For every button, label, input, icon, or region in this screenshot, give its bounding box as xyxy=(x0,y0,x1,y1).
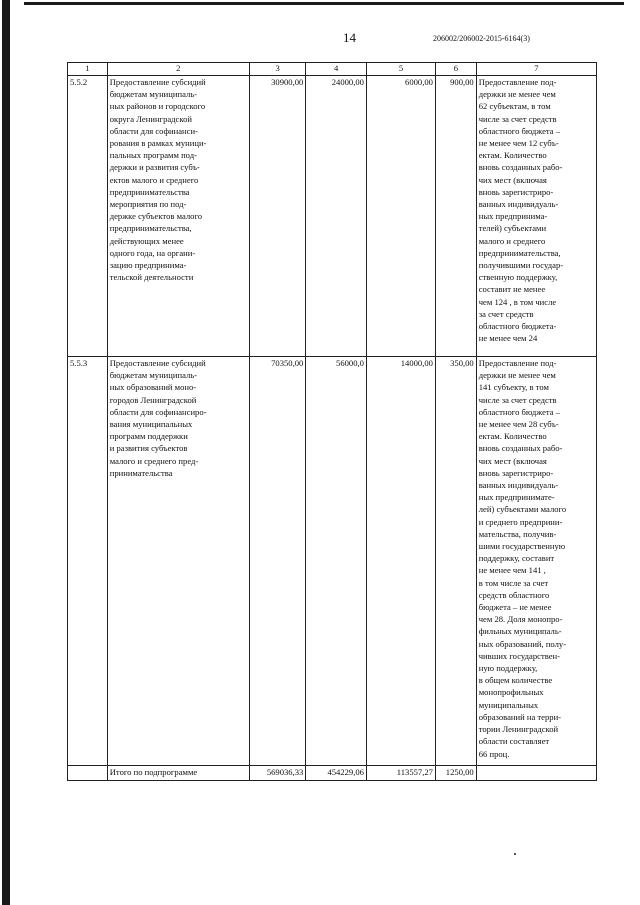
text-line: предпринимательства xyxy=(109,186,190,197)
text-line: лей) субъектами малого xyxy=(478,504,567,515)
row-description xyxy=(107,76,249,357)
document-code: 206002/206002-2015-6164(3) xyxy=(433,34,530,43)
grand-regional-amount: 454229,06 xyxy=(306,766,367,781)
column-header-1: 1 xyxy=(68,63,108,76)
text-line: вновь созданных рабо- xyxy=(478,443,563,454)
other-amount: 350,00 xyxy=(435,357,476,766)
regional-amount: 56000,0 xyxy=(306,357,367,766)
text-line: области для софинансиро- xyxy=(109,406,207,417)
table-row xyxy=(68,76,597,357)
text-line: за счет средств xyxy=(478,308,534,319)
text-line: ных районов и городского xyxy=(109,101,206,112)
text-line: Предоставление под- xyxy=(478,358,557,368)
text-line: программ поддержки xyxy=(109,431,188,442)
total-row-label: Итого по подпрограмме xyxy=(107,766,249,781)
text-line: чих мест (включая xyxy=(478,174,547,185)
text-line: тельской деятельности xyxy=(109,272,194,283)
text-line: числе за счет средств xyxy=(478,394,557,405)
text-line: городов Ленинградской xyxy=(109,394,197,405)
text-line: составит не менее xyxy=(478,284,546,295)
column-header-7: 7 xyxy=(476,63,596,76)
text-line: предпринимательства, xyxy=(109,223,192,234)
text-line: бюджета – не менее xyxy=(478,602,552,613)
text-line: зацию предпринима- xyxy=(109,260,187,271)
table-row xyxy=(68,357,597,766)
text-line: не менее чем 28 субъ- xyxy=(478,419,559,430)
text-line: области для софинанси- xyxy=(109,125,198,136)
text-line: чем 124 , в том числе xyxy=(478,296,557,307)
text-line: не менее чем 12 субъ- xyxy=(478,138,559,149)
grand-other-amount: 1250,00 xyxy=(435,766,476,781)
text-line: ванных индивидуаль- xyxy=(478,480,559,491)
text-line: областного бюджета- xyxy=(478,321,557,332)
text-line: монопрофильных xyxy=(478,687,544,698)
total-amount: 30900,00 xyxy=(249,76,305,357)
text-line: тории Ленинградской xyxy=(478,724,559,735)
text-line: вновь зарегистриро- xyxy=(478,186,554,197)
column-header-2: 2 xyxy=(107,63,249,76)
federal-amount: 6000,00 xyxy=(366,76,435,357)
text-line: бюджетам муниципаль- xyxy=(109,370,198,381)
text-line: держки не менее чем xyxy=(478,370,556,381)
total-row-indicator xyxy=(476,766,596,781)
text-line: в том числе за счет xyxy=(478,577,549,588)
text-line: малого и среднего xyxy=(478,235,546,246)
text-line: мательства, получив- xyxy=(478,528,557,539)
text-line: принимательства xyxy=(109,467,173,478)
text-line: областного бюджета – xyxy=(478,406,561,417)
text-line: области составляет xyxy=(478,736,550,747)
text-line: мероприятия по под- xyxy=(109,199,187,210)
total-row xyxy=(68,766,597,781)
text-line: действующих менее xyxy=(109,235,184,246)
text-line: чем 28. Доля монопро- xyxy=(478,614,563,625)
column-header-3: 3 xyxy=(249,63,305,76)
text-line: чивших государствен- xyxy=(478,650,560,661)
total-amount: 70350,00 xyxy=(249,357,305,766)
scan-edge-bar xyxy=(2,0,10,905)
text-line: ектам. Количество xyxy=(478,150,547,161)
text-line: вновь созданных рабо- xyxy=(478,162,563,173)
text-line: бюджетам муниципаль- xyxy=(109,89,198,100)
page-number: 14 xyxy=(343,30,356,45)
text-line: ных образований, полу- xyxy=(478,638,567,649)
column-header-6: 6 xyxy=(435,63,476,76)
text-line: держке субъектов малого xyxy=(109,211,203,222)
text-line: ных предпринимате- xyxy=(478,492,555,503)
text-line: вновь зарегистриро- xyxy=(478,467,554,478)
scan-speck xyxy=(514,853,516,855)
column-header-4: 4 xyxy=(306,63,367,76)
text-line: держки и развития субъ- xyxy=(109,162,200,173)
row-indicator xyxy=(476,76,596,357)
grand-total-amount: 569036,33 xyxy=(249,766,305,781)
text-line: ектам. Количество xyxy=(478,431,547,442)
text-line: предпринимательства, xyxy=(478,247,561,258)
text-line: телей) субъектами xyxy=(478,223,547,234)
row-code: 5.5.3 xyxy=(68,357,108,766)
text-line: держки не менее чем xyxy=(478,89,556,100)
text-line: ектов малого и среднего xyxy=(109,174,199,185)
text-line: ванных индивидуаль- xyxy=(478,199,559,210)
text-line: одного года, на органи- xyxy=(109,247,196,258)
text-line: и развития субъектов xyxy=(109,443,188,454)
text-line: Предоставление субсидий xyxy=(109,77,206,87)
text-line: фильных муниципаль- xyxy=(478,626,562,637)
text-line: ных образований моно- xyxy=(109,382,197,393)
row-indicator xyxy=(476,357,596,766)
text-line: чих мест (включая xyxy=(478,455,547,466)
text-line: Предоставление субсидий xyxy=(109,358,206,368)
text-line: ных предпринима- xyxy=(478,211,548,222)
text-line: малого и среднего пред- xyxy=(109,455,199,466)
program-table xyxy=(67,62,597,781)
text-line: не менее чем 141 , xyxy=(478,565,546,576)
text-line: Предоставление под- xyxy=(478,77,557,87)
text-line: областного бюджета – xyxy=(478,125,561,136)
other-amount: 900,00 xyxy=(435,76,476,357)
text-line: муниципальных xyxy=(478,699,539,710)
text-line: получившими государ- xyxy=(478,260,564,271)
text-line: образований на терри- xyxy=(478,711,562,722)
text-line: и среднего предприни- xyxy=(478,516,563,527)
text-line: шими государственную xyxy=(478,541,566,552)
text-line: поддержку, составит xyxy=(478,553,555,564)
text-line: 141 субъекту, в том xyxy=(478,382,549,393)
text-line: вания муниципальных xyxy=(109,419,193,430)
federal-amount: 14000,00 xyxy=(366,357,435,766)
column-header-5: 5 xyxy=(366,63,435,76)
text-line: ственную поддержку, xyxy=(478,272,558,283)
text-line: 62 субъектам, в том xyxy=(478,101,551,112)
top-rule xyxy=(24,2,624,5)
text-line: в общем количестве xyxy=(478,675,553,686)
text-line: средств областного xyxy=(478,589,550,600)
column-number-row xyxy=(68,63,597,76)
text-line: не менее чем 24 xyxy=(478,333,538,344)
text-line: рования в рамках муници- xyxy=(109,138,207,149)
text-line: числе за счет средств xyxy=(478,113,557,124)
text-line: 66 проц. xyxy=(478,748,510,759)
text-line: округа Ленинградской xyxy=(109,113,192,124)
regional-amount: 24000,00 xyxy=(306,76,367,357)
grand-federal-amount: 113557,27 xyxy=(366,766,435,781)
row-description xyxy=(107,357,249,766)
total-row-code xyxy=(68,766,108,781)
text-line: ную поддержку, xyxy=(478,663,538,674)
row-code: 5.5.2 xyxy=(68,76,108,357)
text-line: пальных программ под- xyxy=(109,150,197,161)
